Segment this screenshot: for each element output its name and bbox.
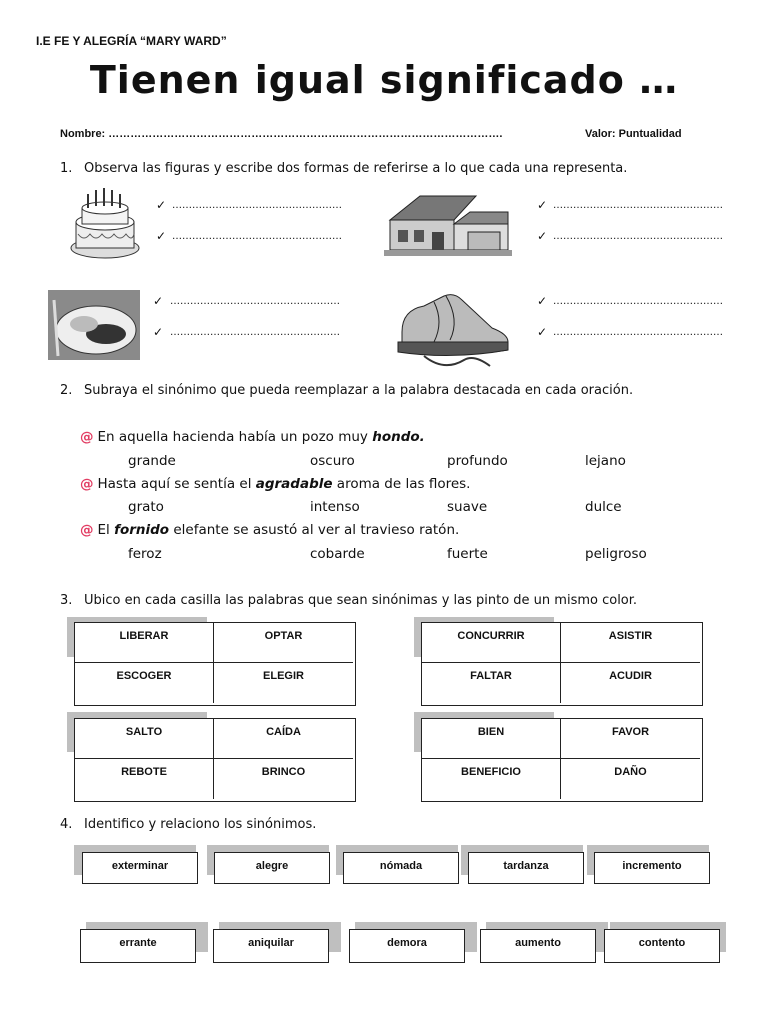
- answer-line[interactable]: ……………………………………………: [170, 327, 340, 338]
- check-mark: ✓: [537, 294, 548, 308]
- word-card[interactable]: contento: [604, 929, 720, 963]
- grid-cell[interactable]: LIBERAR: [75, 623, 214, 663]
- grid-cell[interactable]: CAÍDA: [214, 719, 353, 759]
- question-number: 3.: [60, 593, 73, 608]
- question-1: [60, 161, 627, 176]
- school-name: I.E FE Y ALEGRÍA “MARY WARD”: [36, 34, 227, 48]
- spiral-bullet-icon: @: [80, 476, 94, 492]
- option-word[interactable]: lejano: [585, 453, 626, 469]
- grid-cell[interactable]: DAÑO: [614, 766, 647, 778]
- answer-line[interactable]: ……………………………………………: [553, 296, 723, 307]
- sentence-text: elefante se asustó al ver al travieso ratón.: [169, 522, 460, 538]
- highlighted-word: fornido: [114, 522, 170, 538]
- grid-cell[interactable]: REBOTE: [75, 759, 214, 799]
- word-card[interactable]: tardanza: [468, 852, 584, 884]
- cake-icon: [66, 186, 144, 262]
- page-title: Tienen igual significado …: [89, 58, 679, 102]
- answer-line[interactable]: ……………………………………………: [553, 231, 723, 242]
- synonym-grid-1: [74, 622, 356, 706]
- highlighted-word: agradable: [255, 476, 333, 492]
- highlighted-word: hondo.: [372, 429, 425, 445]
- answer-line[interactable]: ……………………………………………: [553, 327, 723, 338]
- check-mark: ✓: [153, 294, 164, 308]
- sentence-text: aroma de las flores.: [332, 476, 471, 492]
- question-number: 2.: [60, 383, 73, 398]
- grid-cell[interactable]: BRINCO: [261, 766, 306, 778]
- grid-cell[interactable]: ASISTIR: [561, 623, 700, 663]
- grid-cell[interactable]: BIEN: [422, 719, 561, 759]
- question-2: [60, 383, 633, 398]
- sentence-text: El: [97, 522, 115, 538]
- synonym-grid-2: [421, 622, 703, 706]
- option-word[interactable]: feroz: [128, 546, 162, 562]
- question-3: [60, 593, 637, 608]
- synonym-grid-4: [421, 718, 703, 802]
- sentence-3: [80, 522, 459, 538]
- grid-cell[interactable]: OPTAR: [214, 623, 353, 663]
- word-card[interactable]: incremento: [594, 852, 710, 884]
- grid-cell[interactable]: ESCOGER: [75, 663, 214, 703]
- option-word[interactable]: fuerte: [447, 546, 488, 562]
- question-text: Ubico en cada casilla las palabras que sean sinónimas y las pinto de un mismo color.: [84, 593, 638, 608]
- word-card[interactable]: alegre: [214, 852, 330, 884]
- word-card[interactable]: errante: [80, 929, 196, 963]
- food-plate-icon: [48, 290, 140, 360]
- question-text: Identifico y relaciono los sinónimos.: [84, 817, 317, 832]
- question-text: Observa las figuras y escribe dos formas de referirse a lo que cada una representa.: [84, 161, 628, 176]
- check-mark: ✓: [156, 198, 167, 212]
- sentence-1: [80, 429, 425, 445]
- answer-line[interactable]: ……………………………………………: [172, 200, 342, 211]
- name-field-label: Nombre: ………………………………………………………..…………………………………….: [60, 128, 503, 140]
- word-card[interactable]: aniquilar: [213, 929, 329, 963]
- answer-line[interactable]: ……………………………………………: [172, 231, 342, 242]
- spiral-bullet-icon: @: [80, 522, 94, 538]
- question-text: Subraya el sinónimo que pueda reemplazar a la palabra destacada en cada oración.: [84, 383, 634, 398]
- grid-cell[interactable]: SALTO: [75, 719, 214, 759]
- word-card[interactable]: demora: [349, 929, 465, 963]
- sentence-text: En aquella hacienda había un pozo muy: [97, 429, 373, 445]
- answer-line[interactable]: ……………………………………………: [553, 200, 723, 211]
- grid-cell[interactable]: ELEGIR: [263, 670, 304, 682]
- option-word[interactable]: grande: [128, 453, 176, 469]
- option-word[interactable]: suave: [447, 499, 488, 515]
- spiral-bullet-icon: @: [80, 429, 94, 445]
- option-word[interactable]: dulce: [585, 499, 622, 515]
- option-word[interactable]: intenso: [310, 499, 360, 515]
- sentence-2: [80, 476, 470, 492]
- option-word[interactable]: oscuro: [310, 453, 355, 469]
- option-word[interactable]: cobarde: [310, 546, 365, 562]
- word-card[interactable]: nómada: [343, 852, 459, 884]
- sentence-text: Hasta aquí se sentía el: [97, 476, 256, 492]
- synonym-grid-3: [74, 718, 356, 802]
- shoes-icon: [394, 286, 514, 370]
- question-4: [60, 817, 316, 832]
- word-card[interactable]: exterminar: [82, 852, 198, 884]
- option-word[interactable]: peligroso: [585, 546, 647, 562]
- question-number: 1.: [60, 161, 73, 176]
- question-number: 4.: [60, 817, 73, 832]
- check-mark: ✓: [537, 198, 548, 212]
- grid-cell[interactable]: FALTAR: [422, 663, 561, 703]
- check-mark: ✓: [156, 229, 167, 243]
- house-icon: [384, 190, 512, 256]
- grid-cell[interactable]: ACUDIR: [609, 670, 652, 682]
- value-label: Valor: Puntualidad: [585, 128, 682, 140]
- answer-line[interactable]: ……………………………………………: [170, 296, 340, 307]
- grid-cell[interactable]: BENEFICIO: [422, 759, 561, 799]
- check-mark: ✓: [537, 229, 548, 243]
- option-word[interactable]: profundo: [447, 453, 508, 469]
- check-mark: ✓: [537, 325, 548, 339]
- option-word[interactable]: grato: [128, 499, 164, 515]
- check-mark: ✓: [153, 325, 164, 339]
- word-card[interactable]: aumento: [480, 929, 596, 963]
- grid-cell[interactable]: FAVOR: [561, 719, 700, 759]
- grid-cell[interactable]: CONCURRIR: [422, 623, 561, 663]
